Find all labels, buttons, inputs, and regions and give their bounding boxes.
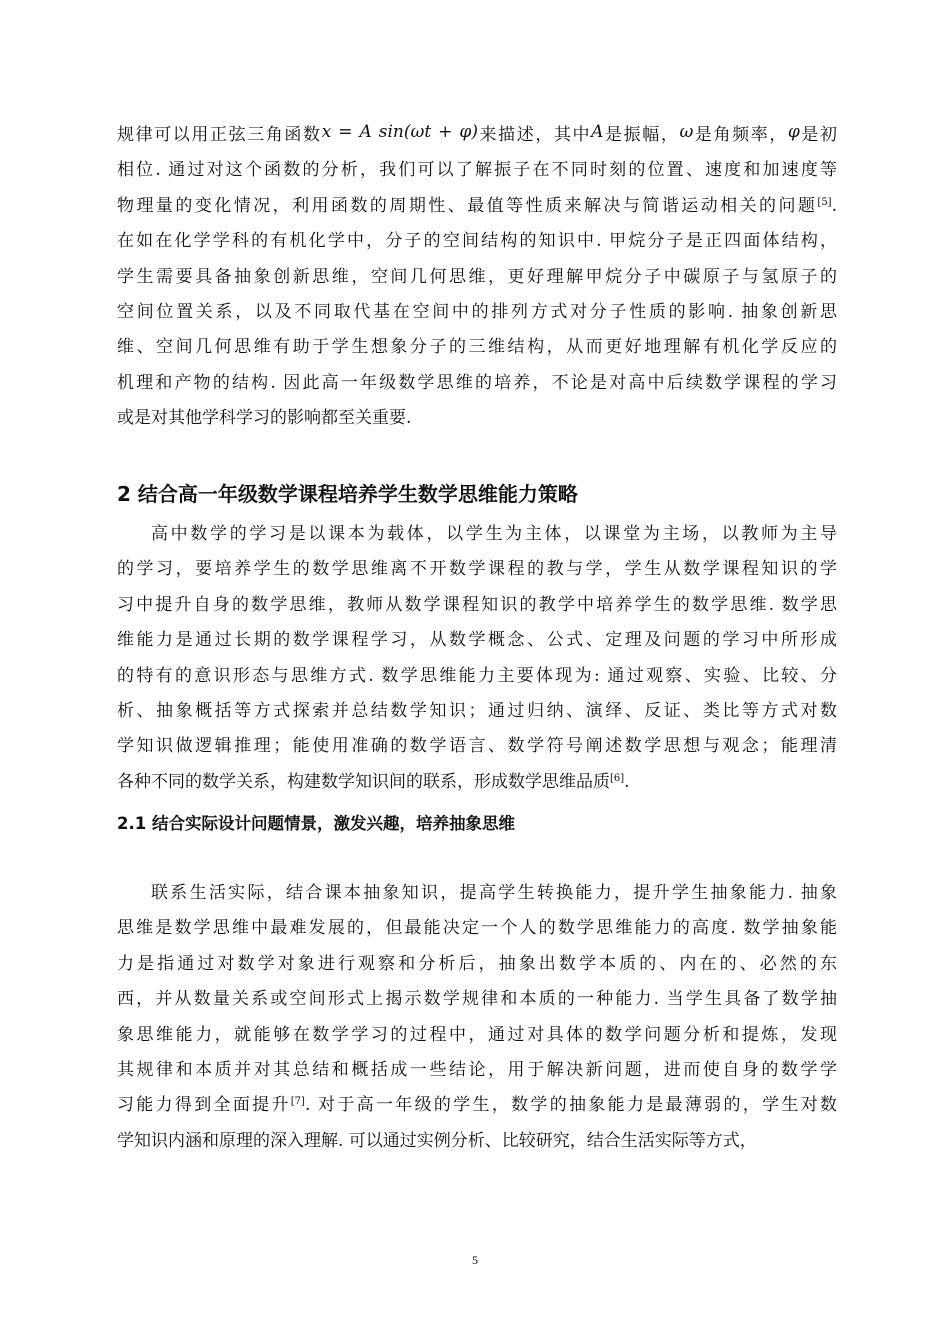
amplitude-symbol: A — [591, 122, 604, 142]
phi-symbol: φ — [787, 122, 800, 142]
text-line: 其规律和本质并对其总结和概括成一些结论，用于解决新问题，进而使自身的数学学 — [117, 1060, 837, 1081]
text-line — [117, 1088, 837, 1123]
text-line — [117, 765, 837, 800]
citation-ref: [7] — [290, 1096, 305, 1108]
text-line: 高中数学的学习是以课本为载体，以学生为主体，以课堂为主场，以教师为主导 — [151, 524, 837, 544]
text-span: 习能力得到全面提升 — [117, 1095, 291, 1116]
text-span: 来描述，其中 — [477, 125, 592, 145]
text-span: 物理量的变化情况，利用函数的周期性、最值等性质来解决与简谐运动相关的问题 — [117, 195, 818, 216]
text-line: 的学习，要培养学生的数学思维离不开数学课程的教与学，学生从数学课程知识的学 — [117, 559, 837, 580]
citation-ref: [6] — [610, 772, 625, 784]
text-line: 习中提升自身的数学思维，教师从数学课程知识的教学中培养学生的数学思维. 数学思 — [117, 594, 837, 615]
text-span: 是角频率， — [693, 125, 788, 145]
text-span: . — [624, 771, 630, 792]
citation-ref: [5] — [817, 196, 832, 208]
page-number: 5 — [472, 1253, 478, 1267]
text-line: 在如在化学学科的有机化学中，分子的空间结构的知识中. 甲烷分子是正四面体结构， — [117, 231, 837, 252]
text-span: 各种不同的数学关系，构建数学知识间的联系，形成数学思维品质 — [117, 771, 610, 792]
text-line: 或是对其他学科学习的影响都至关重要. — [117, 408, 412, 429]
text-span: 是振幅， — [603, 125, 680, 145]
omega-symbol: ω — [679, 122, 694, 142]
text-span: 规律可以用正弦三角函数 — [117, 125, 322, 145]
paragraph-3 — [117, 876, 837, 1159]
text-span: . — [831, 195, 837, 216]
text-line: 相位. 通过对这个函数的分析，我们可以了解振子在不同时刻的位置、速度和加速度等 — [117, 160, 837, 181]
text-line — [117, 189, 837, 224]
text-line: 维、空间几何思维有助于学生想象分子的三维结构，从而更好地理解有机化学反应的 — [117, 337, 837, 358]
text-line: 的特有的意识形态与思维方式. 数学思维能力主要体现为: 通过观察、实验、比较、分 — [117, 665, 837, 686]
section-heading: 2 结合高一年级数学课程培养学生数学思维能力策略 — [117, 482, 578, 506]
text-line: 联系生活实际，结合课本抽象知识，提高学生转换能力，提升学生抽象能力. 抽象 — [151, 883, 837, 903]
paragraph-2 — [117, 517, 837, 800]
text-span: 是初 — [799, 125, 838, 145]
text-line: 学知识内涵和原理的深入理解. 可以通过实例分析、比较研究，结合生活实际等方式， — [117, 1130, 757, 1151]
text-line: 西，并从数量关系或空间形式上揭示数学规律和本质的一种能力. 当学生具备了数学抽 — [117, 989, 837, 1010]
text-line: 学知识做逻辑推理；能使用准确的数学语言、数学符号阐述数学思想与观念；能理清 — [117, 736, 837, 757]
text-line: 思维是数学思维中最难发展的，但最能决定一个人的数学思维能力的高度. 数学抽象能 — [117, 918, 837, 939]
subsection-heading: 2.1 结合实际设计问题情景，激发兴趣，培养抽象思维 — [117, 814, 515, 833]
paragraph-1 — [117, 115, 837, 437]
text-line: 析、抽象概括等方式探索并总结数学知识；通过归纳、演绎、反证、类比等方式对数 — [117, 701, 837, 722]
text-line: 力是指通过对数学对象进行观察和分析后，抽象出数学本质的、内在的、必然的东 — [117, 953, 837, 974]
text-line: 学生需要具备抽象创新思维，空间几何思维，更好理解甲烷分子中碳原子与氢原子的 — [117, 266, 837, 287]
text-line: 维能力是通过长期的数学课程学习，从数学概念、公式、定理及问题的学习中所形成 — [117, 630, 837, 651]
text-line — [117, 115, 837, 153]
text-line: 空间位置关系，以及不同取代基在空间中的排列方式对分子性质的影响. 抽象创新思 — [117, 302, 837, 323]
text-span: . 对于高一年级的学生，数学的抽象能力是最薄弱的，学生对数 — [304, 1095, 838, 1116]
text-line: 机理和产物的结构. 因此高一年级数学思维的培养，不论是对高中后续数学课程的学习 — [117, 372, 837, 393]
text-line: 象思维能力，就能够在数学学习的过程中，通过对具体的数学问题分析和提炼，发现 — [117, 1024, 837, 1045]
sine-formula: x = A sin(ωt + φ) — [321, 122, 478, 142]
